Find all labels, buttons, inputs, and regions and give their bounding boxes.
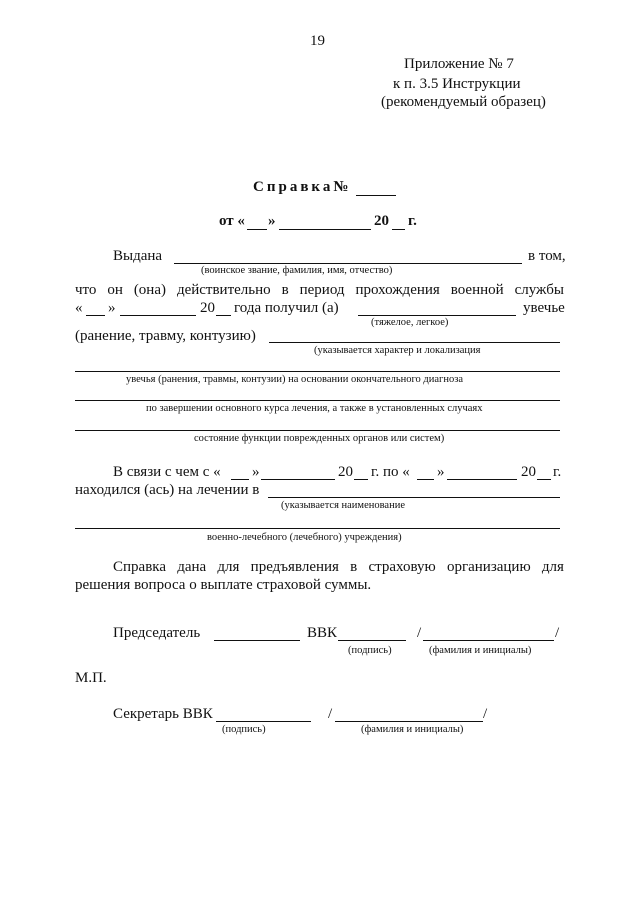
- institution-line-2: [75, 528, 560, 529]
- injury-year-prefix: 20: [200, 300, 215, 316]
- injury-date-open-quote: «: [75, 300, 83, 316]
- treatment-to-close-quote: »: [437, 464, 445, 480]
- chairman-signature-hint: (подпись): [348, 645, 392, 656]
- treatment-from-month-line: [261, 479, 335, 480]
- stamp-label: М.П.: [75, 670, 107, 686]
- function-line: [75, 430, 560, 431]
- injury-character-line: [269, 342, 560, 343]
- recipient-line: [174, 263, 522, 264]
- received-label: года получил (а): [234, 300, 339, 316]
- instruction-reference: к п. 3.5 Инструкции: [393, 76, 521, 92]
- injury-day-line: [86, 315, 105, 316]
- institution-line: [268, 497, 560, 498]
- injury-month-line: [120, 315, 196, 316]
- date-day-line: [247, 229, 267, 230]
- chairman-line: [214, 640, 300, 641]
- chairman-slash-close: /: [555, 625, 560, 641]
- service-period-line: [75, 282, 564, 299]
- institution-type-hint: военно-лечебного (лечебного) учреждения): [207, 532, 402, 543]
- issued-label: Выдана: [113, 248, 163, 264]
- course-line: [75, 400, 560, 401]
- number-sign: №: [333, 179, 349, 195]
- word: для: [217, 559, 240, 575]
- was-treated-label: находился (ась) на лечении в: [75, 482, 260, 498]
- severity-hint: (тяжелое, легкое): [371, 317, 449, 328]
- word: службы: [514, 282, 564, 298]
- injury-year-line: [216, 315, 231, 316]
- chairman-label: Председатель: [113, 625, 201, 641]
- word: что: [75, 282, 97, 298]
- diagnosis-line: [75, 371, 560, 372]
- word: предъявления: [250, 559, 339, 575]
- treatment-to-year-suffix: г.: [553, 464, 562, 480]
- severity-line: [358, 315, 516, 316]
- secretary-signature-hint: (подпись): [222, 724, 266, 735]
- treatment-to-month-line: [447, 479, 517, 480]
- treatment-to-label: г. по «: [371, 464, 410, 480]
- word: он: [107, 282, 123, 298]
- word: дана: [177, 559, 207, 575]
- injury-types-label: (ранение, травму, контузию): [75, 328, 256, 344]
- word: (она): [133, 282, 166, 298]
- appendix-label: Приложение № 7: [404, 56, 514, 72]
- word: страховую: [368, 559, 436, 575]
- word: в: [281, 282, 289, 298]
- certificate-title: [253, 179, 348, 196]
- secretary-name-hint: (фамилия и инициалы): [361, 724, 464, 735]
- certificate-number-line: [356, 195, 396, 196]
- date-year-prefix: 20: [374, 213, 389, 229]
- secretary-label: Секретарь ВВК: [113, 706, 213, 722]
- date-year-line: [392, 229, 405, 230]
- word: прохождения: [355, 282, 440, 298]
- date-year-suffix: г.: [408, 213, 417, 229]
- purpose-line-1: [113, 559, 564, 576]
- treatment-from-label: В связи с чем с «: [113, 464, 221, 480]
- date-from-label: от «: [219, 213, 245, 229]
- treatment-from-day-line: [231, 479, 249, 480]
- certificate-word: Справка: [253, 179, 334, 195]
- chairman-name-hint: (фамилия и инициалы): [429, 645, 532, 656]
- word: период: [299, 282, 345, 298]
- treatment-to-day-line: [417, 479, 434, 480]
- injury-date-close-quote: »: [108, 300, 116, 316]
- injury-label: увечье: [523, 300, 565, 316]
- chairman-slash-open: /: [417, 625, 422, 641]
- word: действительно: [176, 282, 271, 298]
- course-hint: по завершении основного курса лечения, а также в установленных случаях: [146, 403, 483, 414]
- secretary-slash-close: /: [483, 706, 488, 722]
- chairman-signature-line: [338, 640, 406, 641]
- word: в: [350, 559, 358, 575]
- purpose-line-2: решения вопроса о выплате страховой суммы.: [75, 577, 372, 593]
- treatment-to-year-prefix: 20: [521, 464, 536, 480]
- treatment-from-close-quote: »: [252, 464, 260, 480]
- character-hint: (указывается характер и локализация: [314, 345, 481, 356]
- diagnosis-hint: увечья (ранения, травмы, контузии) на основании окончательного диагноза: [126, 374, 464, 385]
- word: военной: [450, 282, 504, 298]
- treatment-from-year-line: [354, 479, 368, 480]
- date-month-line: [279, 229, 371, 230]
- secretary-signature-line: [216, 721, 311, 722]
- word: Справка: [113, 559, 166, 575]
- word: организацию: [446, 559, 531, 575]
- chairman-name-line: [423, 640, 554, 641]
- institution-name-hint: (указывается наименование: [281, 500, 405, 511]
- page-number: 19: [310, 33, 325, 49]
- chairman-vvk-label: ВВК: [307, 625, 338, 641]
- in-that-label: в том,: [528, 248, 566, 264]
- secretary-slash-open: /: [328, 706, 333, 722]
- word: для: [541, 559, 564, 575]
- sample-note: (рекомендуемый образец): [381, 94, 546, 110]
- treatment-from-year-prefix: 20: [338, 464, 353, 480]
- rank-name-hint: (воинское звание, фамилия, имя, отчество): [201, 265, 393, 276]
- secretary-name-line: [335, 721, 483, 722]
- function-hint: состояние функции поврежденных органов или систем): [194, 433, 445, 444]
- treatment-to-year-line: [537, 479, 551, 480]
- date-close-quote: »: [268, 213, 276, 229]
